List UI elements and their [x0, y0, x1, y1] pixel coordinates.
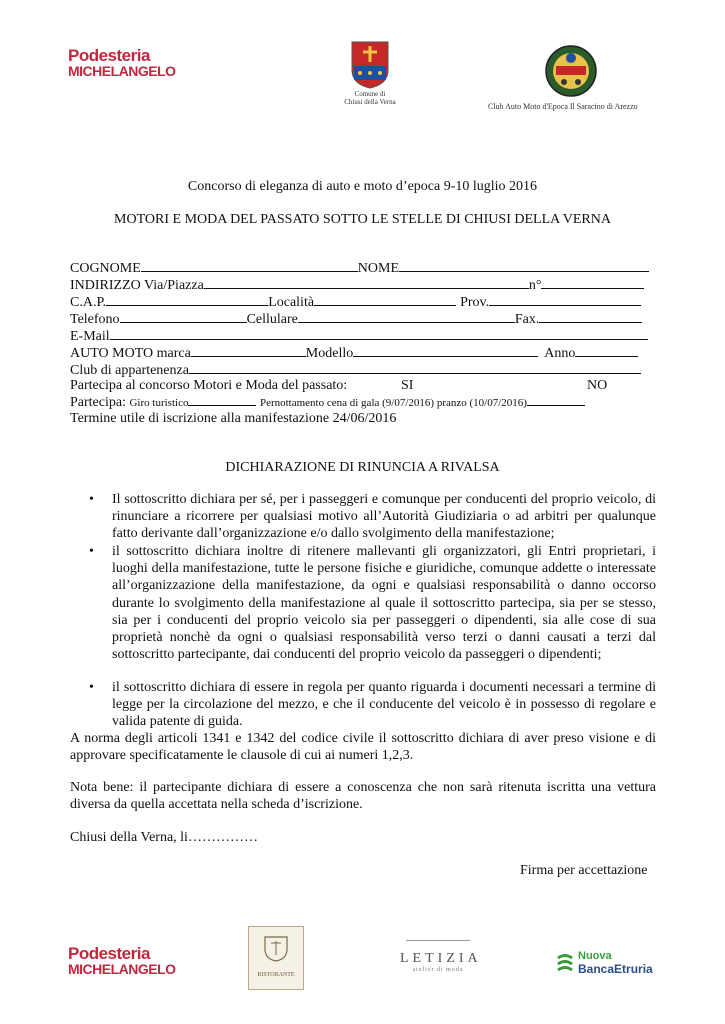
- bullet-2: il sottoscritto dichiara inoltre di ritenere mallevanti gli organizzatori, gli Entri proprietari, i luoghi della manifestazione, tutte le persone fisiche e giuridiche, comunque addette o interessate all’organizzazione della manifestazione, da ogni e qualsiasi responsabilità o danno occorso durante lo svolgimento della manifestazione al quale il sottoscritto partecipa, sia per se stesso, sia per i conducenti del proprio veicolo sia per passeggeri o dipendenti, sia alle cose di sua proprietà nonchè da ogni o qualsiasi responsabilità verso terzi o danni causati a terzi dal sottoscritto partecipante, dai conducenti del proprio veicolo da passeggeri o dipendenti;: [112, 544, 656, 663]
- bullet-3: il sottoscritto dichiara di essere in regola per quanto riguarda i documenti necessari a termine di legge per la circolazione del mezzo, e che il conducente del veicolo è in possesso di regolare e valida patente di guida.: [112, 680, 656, 730]
- bullet-1-icon: •: [89, 492, 94, 507]
- localita-field[interactable]: [314, 292, 456, 306]
- declaration-title: DICHIARAZIONE DI RINUNCIA A RIVALSA: [225, 460, 500, 475]
- footer-podesteria-logo: Podesteria MICHELANGELO: [68, 944, 176, 977]
- numero-field[interactable]: [541, 275, 644, 289]
- telefono-field[interactable]: [120, 309, 247, 323]
- club-emblem-icon: [544, 44, 598, 98]
- indirizzo-field[interactable]: [204, 275, 529, 289]
- firma-label: Firma per accettazione: [520, 863, 648, 878]
- comune-caption-1: Comune di: [354, 90, 386, 98]
- si-option[interactable]: SI: [401, 378, 414, 393]
- page-subtitle: MOTORI E MODA DEL PASSATO SOTTO LE STELLE DI CHIUSI DELLA VERNA: [114, 212, 611, 227]
- partecipa-concorso-label: Partecipa al concorso Motori e Moda del passato:: [70, 378, 348, 393]
- club-caption: Club Auto Moto d'Epoca Il Saracino di Arezzo: [488, 102, 638, 111]
- partecipa-label: Partecipa:: [70, 395, 126, 410]
- banca-name-1: Nuova: [578, 950, 612, 962]
- indirizzo-label: INDIRIZZO Via/Piazza: [70, 278, 204, 293]
- podesteria-logo: Podesteria MICHELANGELO: [68, 46, 176, 79]
- anno-label: Anno: [544, 346, 576, 361]
- cellulare-field[interactable]: [298, 309, 515, 323]
- modello-field[interactable]: [353, 343, 538, 357]
- comune-logo: [340, 40, 400, 106]
- banca-waves-icon: [556, 952, 574, 976]
- marca-field[interactable]: [191, 343, 306, 357]
- norma-paragraph: A norma degli articoli 1341 e 1342 del codice civile il sottoscritto dichiara di aver preso visione e di approvare specificatamente le clausole di cui ai numeri 1,2,3.: [70, 731, 656, 764]
- giro-field[interactable]: [188, 395, 256, 406]
- email-label: E-Mail: [70, 329, 110, 344]
- club-logo: [488, 44, 658, 111]
- numero-label: n°: [528, 278, 542, 293]
- comune-shield-icon: [350, 40, 390, 90]
- anno-field[interactable]: [575, 343, 638, 357]
- telefono-label: Telefono: [70, 312, 120, 327]
- localita-label: Località: [268, 295, 315, 310]
- pernottamento-label: Pernottamento cena di gala (9/07/2016) pranzo (10/07/2016): [259, 397, 527, 409]
- letizia-sub: atelier di moda: [412, 967, 464, 973]
- fax-field[interactable]: [539, 309, 642, 323]
- email-field[interactable]: [110, 326, 648, 340]
- letizia-logo: [400, 940, 482, 982]
- club-field[interactable]: [189, 360, 641, 374]
- letizia-text: LETIZIA: [400, 951, 482, 966]
- cellulare-label: Cellulare: [246, 312, 298, 327]
- prov-field[interactable]: [489, 292, 641, 306]
- nome-label: NOME: [357, 261, 400, 276]
- auto-moto-label: AUTO MOTO marca: [70, 346, 191, 361]
- cap-label: C.A.P.: [70, 295, 107, 310]
- luogo-data: Chiusi della Verna, li……………: [70, 830, 258, 845]
- hotel-logo: RISTORANTE: [248, 926, 304, 990]
- cognome-label: COGNOME: [70, 261, 141, 276]
- page-title: Concorso di eleganza di auto e moto d’epoca 9-10 luglio 2016: [187, 179, 538, 194]
- banca-name-2: BancaEtruria: [578, 962, 653, 976]
- modello-label: Modello: [305, 346, 354, 361]
- pernottamento-field[interactable]: [527, 395, 585, 406]
- nome-field[interactable]: [399, 258, 649, 272]
- fax-label: Fax.: [514, 312, 540, 327]
- bullet-2-icon: •: [89, 544, 94, 559]
- termine-iscrizione: Termine utile di iscrizione alla manifestazione 24/06/2016: [70, 411, 397, 426]
- banca-logo: [556, 950, 666, 980]
- giro-label: Giro turistico: [129, 397, 189, 409]
- cognome-field[interactable]: [141, 258, 358, 272]
- bullet-3-icon: •: [89, 680, 94, 695]
- cap-field[interactable]: [106, 292, 268, 306]
- prov-label: Prov.: [460, 295, 490, 310]
- bullet-1: Il sottoscritto dichiara per sé, per i passeggeri e comunque per conducenti del proprio veicolo, di rinunciare a ricorrere per qualsiasi motivo all’Autorità Giudiziaria o ad arbitri per qualunque fatto derivante dall’organizzazione e/o dallo svolgimento della manifestazione;: [112, 492, 656, 542]
- form-row-concorso: [70, 377, 656, 394]
- comune-caption-2: Chiusi della Verna: [344, 98, 396, 106]
- hotel-crest-icon: [261, 933, 291, 963]
- nota-paragraph: Nota bene: il partecipante dichiara di essere a conoscenza che non sarà ritenuta iscritta una vettura diversa da quella accettata nella scheda d’iscrizione.: [70, 780, 656, 813]
- no-option[interactable]: NO: [587, 378, 608, 393]
- club-label: Club di appartenenza: [70, 363, 189, 378]
